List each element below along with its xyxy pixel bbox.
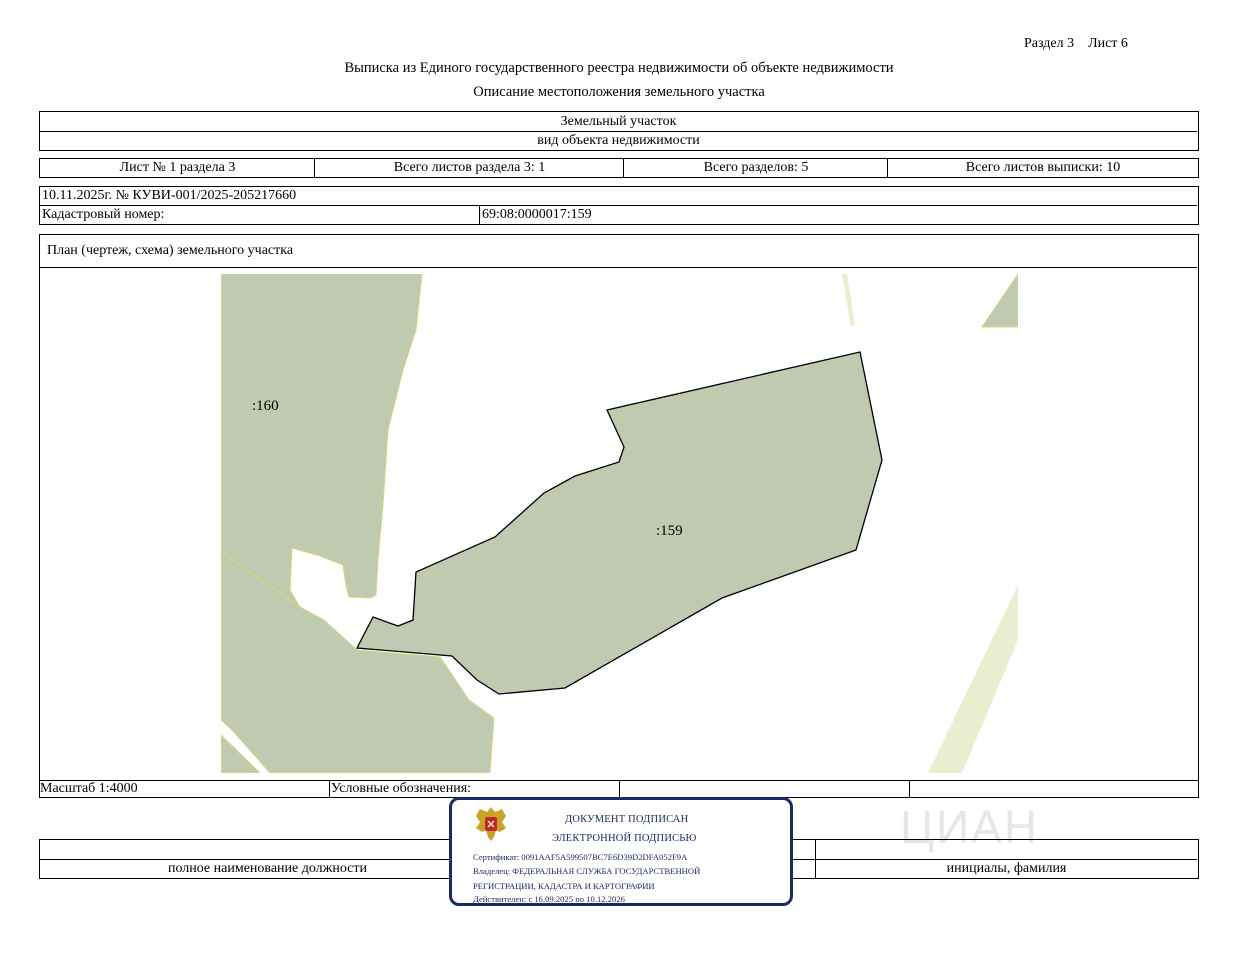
section-label: Раздел 3: [1024, 36, 1075, 51]
name-caption: инициалы, фамилия: [946, 861, 1067, 876]
russian-coat-of-arms-icon: [472, 804, 510, 844]
stamp-valid: Действителен: с 16.09.2025 по 10.12.2026: [473, 894, 625, 904]
divider: [329, 781, 330, 797]
legend-row: [39, 780, 1199, 798]
sheet-number: Лист № 1 раздела 3: [119, 160, 236, 175]
main-parcel-159: [357, 352, 882, 694]
plan-title: План (чертеж, схема) земельного участка: [47, 243, 294, 258]
parcel-label-160: :160: [252, 398, 279, 414]
neighbor-parcel-160: [221, 274, 422, 607]
total-sections: Всего разделов: 5: [703, 160, 809, 175]
divider: [909, 781, 910, 797]
cadastral-value: 69:08:0000017:159: [482, 207, 592, 222]
stamp-line-2: ЭЛЕКТРОННОЙ ПОДПИСЬЮ: [552, 833, 697, 844]
sheet-label: Лист 6: [1088, 36, 1128, 51]
stamp-certificate: Сертификат: 0091AAF5A599507BC7E6D39D2DFA052F9A: [473, 852, 688, 862]
document-subtitle: Описание местоположения земельного участка: [473, 84, 765, 100]
stamp-owner-1: Владелец: ФЕДЕРАЛЬНАЯ СЛУЖБА ГОСУДАРСТВЕННОЙ: [473, 866, 701, 876]
corner-parcel: [982, 274, 1018, 327]
stamp-owner-2: РЕГИСТРАЦИИ, КАДАСТРА И КАРТОГРАФИИ: [473, 881, 655, 891]
object-type: Земельный участок: [560, 114, 677, 129]
divider: [619, 781, 620, 797]
parcel-label-159: :159: [656, 523, 683, 539]
electronic-signature-stamp: [449, 797, 793, 906]
legend-label: Условные обозначения:: [331, 781, 472, 796]
scale-label: Масштаб 1:4000: [40, 781, 138, 796]
object-type-caption: вид объекта недвижимости: [537, 133, 700, 148]
total-sheets-section: Всего листов раздела 3: 1: [393, 160, 546, 175]
document-title: Выписка из Единого государственного реестра недвижимости об объекте недвижимости: [344, 60, 894, 76]
stamp-line-1: ДОКУМЕНТ ПОДПИСАН: [565, 814, 689, 825]
position-caption: полное наименование должности: [167, 861, 368, 876]
cadastral-label: Кадастровый номер:: [42, 207, 165, 222]
road-strip-top: [842, 274, 855, 327]
date-number: 10.11.2025г. № КУВИ-001/2025-205217660: [42, 188, 297, 203]
watermark-logo: ЦИАН: [900, 801, 1039, 853]
road-strip: [928, 585, 1018, 773]
total-sheets-extract: Всего листов выписки: 10: [965, 160, 1121, 175]
